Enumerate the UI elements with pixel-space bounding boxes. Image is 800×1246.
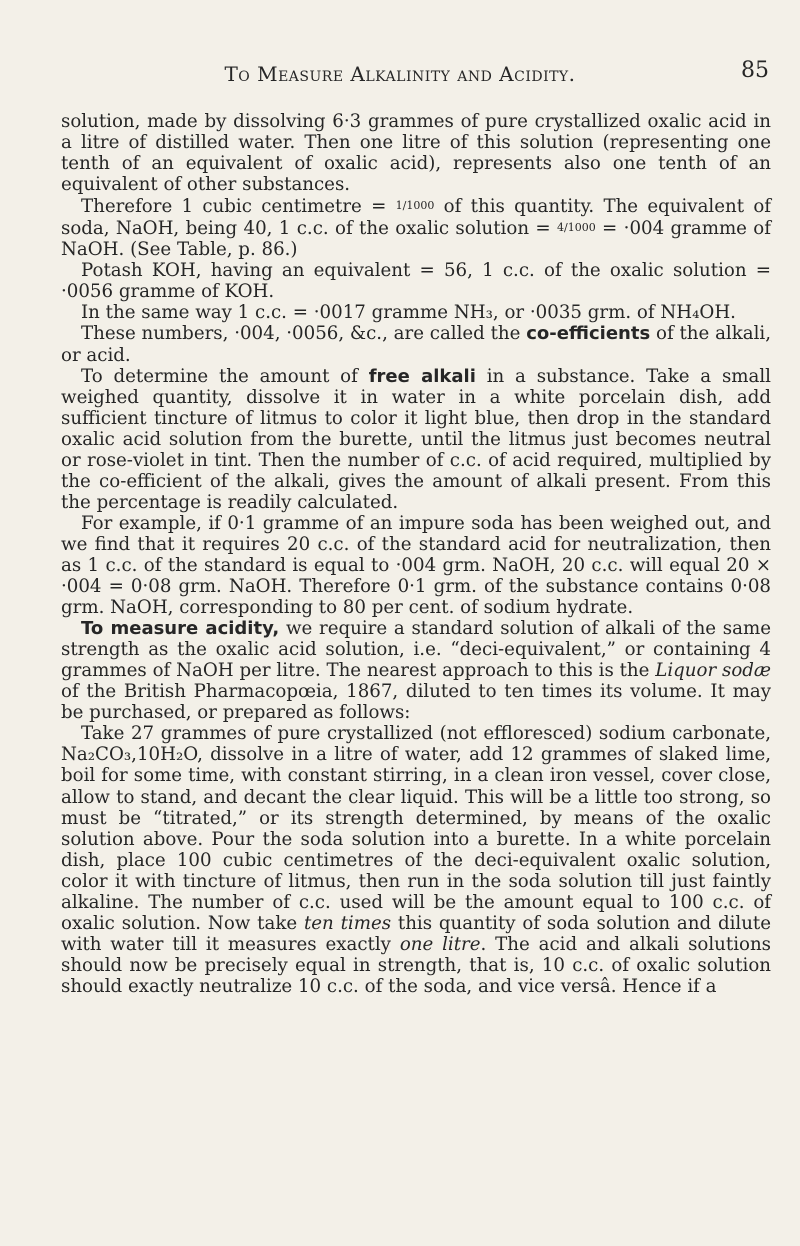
running-title: To Measure Alkalinity and Acidity.: [224, 62, 576, 86]
paragraph-example: For example, if 0·1 gramme of an impure soda has been weighed out, and we find that it requires 20 c.c. of the standard acid for neutralization, then as 1 c.c. of the standard is equal to ·004 grm. NaOH, 20 c.c. will equal 20 × ·004 = 0·08 grm. NaOH. Therefore 0·1 grm. of the substance contains 0·08 grm. NaOH, corresponding to 80 per cent. of sodium hydrate.: [61, 512, 771, 619]
text-run: Take 27 grammes of pure crystallized (not effloresced) sodium carbonate, Na₂CO₃,10H₂O, dissolve in a litre of water, add 12 grammes of slaked lime, boil for some time, with constant stirring, in a clean iron vessel, cover close, allow to stand, and decant the clear liquid. This will be a little too strong, so must be “titrated,” or its strength determined, by means of the oxalic solution above. Pour the soda solution into a burette. In a white porcelain dish, place 100 cubic centimetres of the deci-equivalent oxalic solution, color it with tincture of litmus, then run in the soda solution till just faintly alkaline. The number of c.c. used will be the amount equal to 100 c.c. of oxalic solution. Now take: [61, 723, 771, 934]
text-run: = ·004 gramme of NaOH. (See Table, p. 86.): [61, 218, 771, 261]
fraction-four-thousandths: 4/1000: [557, 221, 596, 235]
text-run: of the alkali, or acid.: [61, 323, 772, 366]
paragraph-preparation: [61, 723, 771, 997]
page-header: [0, 58, 800, 92]
text-run: Therefore 1 cubic centimetre =: [81, 196, 396, 218]
fraction-one-thousandth: 1/1000: [395, 199, 435, 213]
text-run: we require a standard solution of alkali of the same strength as the oxalic acid solution, i.e. “deci-equivalent,” or containing 4 grammes of NaOH per litre. The nearest approach to this is the: [61, 618, 771, 682]
paragraph-oxalic-solution: solution, made by dissolving 6·3 grammes of pure crystallized oxalic acid in a litre of distilled water. Then one litre of this solution (representing one tenth of an equivalent of oxalic acid), represents also one tenth of an equivalent of other substances.: [61, 111, 771, 196]
text-run: To determine the amount of: [81, 365, 369, 387]
text-run: . The acid and alkali solutions should now be precisely equal in strength, that is, 10 c.c. of oxalic solution should exactly neutralize 10 c.c. of the soda, and vice versâ. Hence if a: [61, 933, 772, 997]
term-free-alkali: free alkali: [368, 365, 476, 387]
text-run: of the British Pharmacopœia, 1867, diluted to ten times its volume. It may be purchased, or prepared as follows:: [61, 681, 771, 724]
body-text: [61, 111, 771, 997]
text-run: in a substance. Take a small weighed quantity, dissolve it in water in a white porcelain dish, add sufficient tincture of litmus to color it light blue, then drop in the standard oxalic acid solution from the burette, until the litmus just becomes neutral or rose-violet in tint. Then the number of c.c. of acid required, multiplied by the co-efficient of the alkali, gives the amount of alkali present. From this the percentage is readily calculated.: [61, 365, 771, 513]
text-run: this quantity of soda solution and dilute with water till it measures exactly: [61, 912, 772, 955]
term-coefficients: co-efficients: [526, 323, 651, 345]
paragraph-coefficients: [61, 323, 771, 365]
paragraph-cubic-centimetre: [61, 195, 771, 260]
paragraph-potash: Potash KOH, having an equivalent = 56, 1 c.c. of the oxalic solution = ·0056 gramme of KOH.: [61, 260, 771, 303]
term-measure-acidity: To measure acidity,: [81, 618, 280, 640]
term-one-litre: one litre: [399, 933, 481, 955]
term-liquor-sodae: Liquor sodæ: [655, 660, 772, 682]
paragraph-free-alkali: [61, 366, 771, 513]
text-run: These numbers, ·004, ·0056, &c., are called the: [81, 323, 527, 345]
text-run: of this quantity. The equivalent of soda, NaOH, being 40, 1 c.c. of the oxalic solution =: [61, 196, 772, 240]
term-ten-times: ten times: [303, 912, 392, 934]
page-number: 85: [741, 58, 769, 83]
paragraph-ammonia: In the same way 1 c.c. = ·0017 gramme NH₃, or ·0035 grm. of NH₄OH.: [81, 302, 736, 324]
paragraph-measure-acidity: [61, 618, 771, 723]
